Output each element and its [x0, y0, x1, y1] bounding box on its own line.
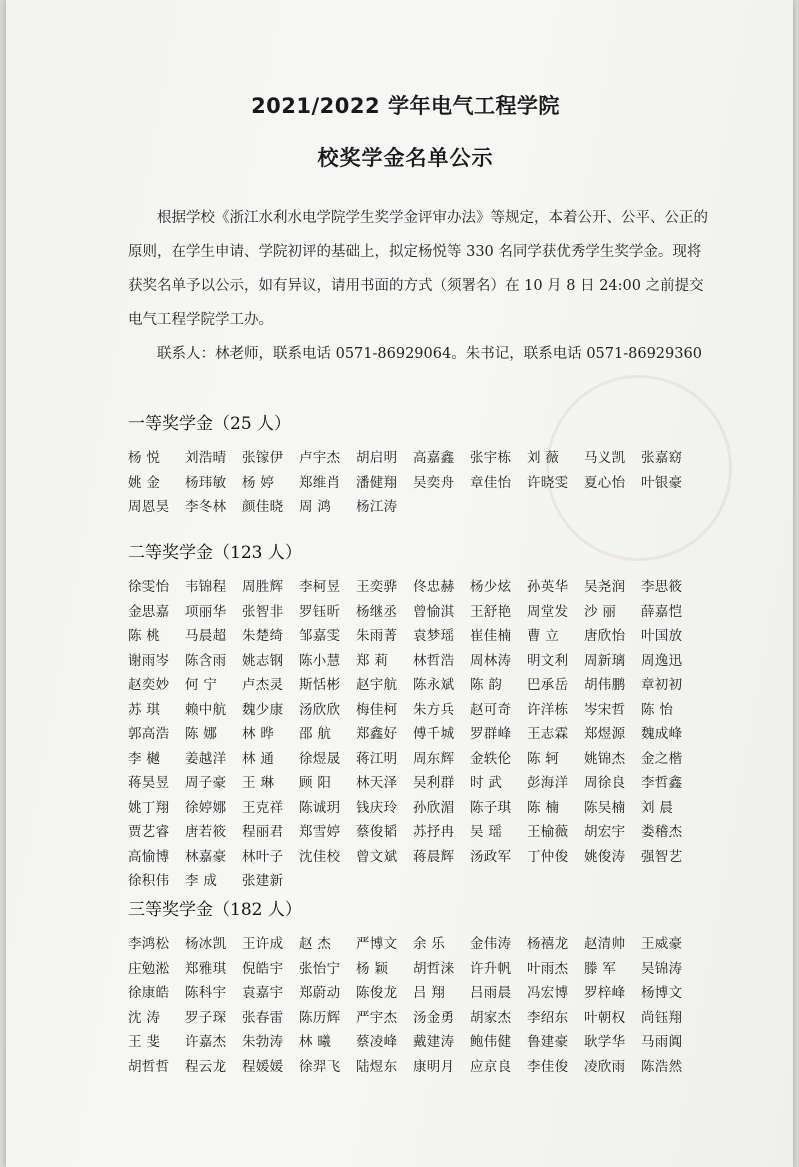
name-row [128, 1006, 728, 1031]
name-row [128, 771, 728, 796]
student-name: 明文利 [527, 652, 569, 669]
student-name: 陈诚玥 [299, 799, 341, 816]
student-name: 马义凯 [584, 450, 626, 466]
student-name: 王许成 [242, 936, 284, 952]
student-name: 庄勉淞 [128, 960, 170, 977]
student-name: 徐康皓 [128, 985, 170, 1001]
student-name: 刘 晨 [641, 799, 674, 816]
student-name: 姚志钢 [242, 652, 284, 669]
student-name: 胡伟鹏 [584, 677, 626, 693]
section-title: 二等奖学金（123 人） [128, 543, 302, 563]
student-name: 陆煜东 [356, 1058, 398, 1075]
student-name: 汤金勇 [413, 1009, 455, 1026]
student-name: 王榆薇 [527, 824, 569, 840]
student-name: 林哲浩 [413, 652, 455, 669]
student-name: 赖中航 [185, 701, 227, 718]
student-name: 郑 莉 [356, 652, 389, 669]
student-name: 蒋昊昱 [128, 775, 170, 791]
name-row [128, 673, 728, 698]
student-name: 林 晔 [242, 726, 275, 742]
student-name: 卢杰灵 [242, 677, 284, 693]
name-row [128, 471, 728, 496]
student-name: 张怡宁 [299, 960, 341, 977]
student-name: 张建新 [242, 873, 284, 889]
student-name: 唐若筱 [185, 824, 227, 840]
student-name: 林 通 [242, 750, 275, 767]
student-name: 倪皓宇 [242, 960, 284, 977]
student-name: 周胜辉 [242, 579, 284, 595]
student-name: 徐积伟 [128, 873, 170, 889]
student-name: 王舒艳 [470, 603, 512, 620]
student-name: 李柯昱 [299, 579, 341, 595]
student-name: 姚丁翔 [128, 799, 170, 816]
student-name: 姚 金 [128, 474, 161, 491]
name-row [128, 820, 728, 845]
student-name: 曾文斌 [356, 848, 398, 865]
student-name: 王 斐 [128, 1034, 161, 1050]
student-name: 叶银豪 [641, 474, 683, 491]
student-name: 胡启明 [356, 450, 398, 466]
student-name: 滕 军 [584, 960, 617, 977]
student-name: 王克祥 [242, 799, 284, 816]
student-name: 刘 薇 [527, 450, 560, 466]
student-name: 陈 怡 [641, 701, 674, 718]
student-name: 韦锦程 [185, 579, 227, 595]
student-name: 强智艺 [641, 848, 683, 865]
name-list [128, 446, 728, 520]
name-row [128, 957, 728, 982]
student-name: 徐婷娜 [185, 799, 227, 816]
student-name: 陈 楠 [527, 799, 560, 816]
student-name: 李绍东 [527, 1009, 569, 1026]
student-name: 许洋栋 [527, 701, 569, 718]
student-name: 杨禧龙 [527, 936, 569, 952]
student-name: 赵 杰 [299, 936, 332, 952]
student-name: 崔佳楠 [470, 628, 512, 644]
document-title [6, 90, 799, 172]
student-name: 刘浩晴 [185, 450, 227, 466]
student-name: 郑煜源 [584, 726, 626, 742]
student-name: 周徐良 [584, 775, 626, 791]
name-row [128, 796, 728, 821]
student-name: 曾愉淇 [413, 603, 455, 620]
student-name: 时 武 [470, 775, 503, 791]
student-name: 吴锦涛 [641, 960, 683, 977]
student-name: 蔡凌峰 [356, 1034, 398, 1050]
student-name: 高愉博 [128, 848, 170, 865]
name-row [128, 698, 728, 723]
student-name: 林叶子 [242, 848, 284, 865]
student-name: 吴奕舟 [413, 474, 455, 491]
student-name: 罗梓峰 [584, 985, 626, 1001]
student-name: 夏心怡 [584, 474, 626, 491]
student-name: 朱楚绮 [242, 628, 284, 644]
student-name: 郑维肖 [299, 474, 341, 491]
student-name: 潘健翔 [356, 474, 398, 491]
student-name: 项丽华 [185, 603, 227, 620]
title-line-1: 2021/2022 学年电气工程学院 [251, 94, 560, 118]
name-row [128, 600, 728, 625]
student-name: 金伟涛 [470, 936, 512, 952]
student-name: 程丽君 [242, 824, 284, 840]
student-name: 周东辉 [413, 750, 455, 767]
student-name: 陈 韵 [470, 677, 503, 693]
section-title: 三等奖学金（182 人） [128, 900, 302, 920]
student-name: 陈 轲 [527, 750, 560, 767]
student-name: 周林涛 [470, 652, 512, 669]
student-name: 钱庆玲 [356, 799, 398, 816]
student-name: 杨少炫 [470, 579, 512, 595]
third-prize-section [128, 896, 728, 1079]
student-name: 朱勃涛 [242, 1034, 284, 1050]
student-name: 冯宏博 [527, 985, 569, 1001]
student-name: 尚钰翔 [641, 1009, 683, 1026]
student-name: 程媛媛 [242, 1058, 284, 1075]
student-name: 李 成 [185, 873, 218, 889]
student-name: 张镓伊 [242, 450, 284, 466]
name-row [128, 747, 728, 772]
student-name: 陈吴楠 [584, 799, 626, 816]
student-name: 林天泽 [356, 775, 398, 791]
student-name: 孙欣湄 [413, 799, 455, 816]
student-name: 邵 航 [299, 726, 332, 742]
student-name: 杨江涛 [356, 499, 398, 515]
name-row [128, 1030, 728, 1055]
name-row [128, 575, 728, 600]
student-name: 汤欣欣 [299, 701, 341, 718]
student-name: 顾 阳 [299, 775, 332, 791]
student-name: 娄稽杰 [641, 824, 683, 840]
student-name: 谢雨岑 [128, 652, 170, 669]
student-name: 岑宋哲 [584, 701, 626, 718]
student-name: 张智非 [242, 603, 284, 620]
student-name: 蒋晨辉 [413, 848, 455, 865]
student-name: 张春雷 [242, 1009, 284, 1026]
student-name: 陈小慧 [299, 652, 341, 669]
student-name: 周逸迅 [641, 652, 683, 669]
student-name: 吕雨晨 [470, 985, 512, 1001]
student-name: 王威豪 [641, 936, 683, 952]
student-name: 杨冰凯 [185, 936, 227, 952]
student-name: 魏成峰 [641, 726, 683, 742]
student-name: 斯恬彬 [299, 677, 341, 693]
student-name: 李佳俊 [527, 1058, 569, 1075]
student-name: 李鸿松 [128, 936, 170, 952]
student-name: 傅千城 [413, 726, 455, 742]
student-name: 胡家杰 [470, 1009, 512, 1026]
student-name: 陈 娜 [185, 726, 218, 742]
student-name: 姚俊涛 [584, 848, 626, 865]
student-name: 严宇杰 [356, 1009, 398, 1026]
student-name: 叶雨杰 [527, 960, 569, 977]
student-name: 郭高浩 [128, 726, 170, 742]
student-name: 李哲鑫 [641, 775, 683, 791]
student-name: 颜佳晓 [242, 499, 284, 515]
student-name: 蒋江明 [356, 750, 398, 767]
student-name: 曹 立 [527, 628, 560, 644]
name-row [128, 722, 728, 747]
student-name: 蔡俊韬 [356, 824, 398, 840]
student-name: 金思嘉 [128, 603, 170, 620]
student-name: 袁梦瑶 [413, 628, 455, 644]
name-list [128, 575, 728, 894]
student-name: 魏少康 [242, 701, 284, 718]
student-name: 郑蔚动 [299, 985, 341, 1001]
name-row [128, 845, 728, 870]
student-name: 罗子琛 [185, 1009, 227, 1026]
student-name: 汤政军 [470, 848, 512, 865]
student-name: 吴利群 [413, 775, 455, 791]
student-name: 姜越洋 [185, 750, 227, 767]
student-name: 卢宇杰 [299, 450, 341, 466]
student-name: 叶国放 [641, 628, 683, 644]
first-prize-section [128, 410, 728, 520]
student-name: 林嘉豪 [185, 848, 227, 865]
student-name: 徐煜晟 [299, 750, 341, 767]
student-name: 李冬林 [185, 499, 227, 515]
student-name: 郑鑫好 [356, 726, 398, 742]
student-name: 章佳怡 [470, 474, 512, 491]
student-name: 陈历辉 [299, 1009, 341, 1026]
student-name: 周堂发 [527, 603, 569, 620]
name-row [128, 869, 728, 894]
name-row [128, 981, 728, 1006]
student-name: 赵宇航 [356, 677, 398, 693]
student-name: 胡哲哲 [128, 1058, 170, 1075]
student-name: 赵清帅 [584, 936, 626, 952]
name-row [128, 495, 728, 520]
student-name: 贾艺睿 [128, 824, 170, 840]
name-list [128, 932, 728, 1079]
notice-paragraph: 根据学校《浙江水利水电学院学生奖学金评审办法》等规定，本着公开、公平、公正的原则，在学生申请、学院初评的基础上，拟定杨悦等 330 名同学获优秀学生奖学金。现将获奖名单予以公示，如有异议，请用书面的方式（须署名）在 10 月 8 日 24:00 之前提交电气工程学院学工办。 [128, 210, 708, 328]
student-name: 杨博文 [641, 985, 683, 1001]
student-name: 罗群峰 [470, 726, 512, 742]
section-title: 一等奖学金（25 人） [128, 414, 292, 434]
student-name: 朱雨菁 [356, 628, 398, 644]
student-name: 陈子琪 [470, 799, 512, 816]
student-name: 杨 颖 [356, 960, 389, 977]
student-name: 丁仲俊 [527, 848, 569, 865]
name-row [128, 446, 728, 471]
student-name: 余 乐 [413, 936, 446, 952]
student-name: 苏抒冉 [413, 824, 455, 840]
student-name: 徐雯怡 [128, 579, 170, 595]
student-name: 沈佳校 [299, 848, 341, 865]
student-name: 袁嘉宇 [242, 985, 284, 1001]
title-line-2: 校奖学金名单公示 [317, 146, 494, 170]
student-name: 胡宏宇 [584, 824, 626, 840]
student-name: 杨玮敏 [185, 474, 227, 491]
student-name: 金之楷 [641, 750, 683, 767]
student-name: 林 曦 [299, 1034, 332, 1050]
student-name: 吴 瑶 [470, 824, 503, 840]
student-name: 陈俊龙 [356, 985, 398, 1001]
student-name: 鲍伟健 [470, 1034, 512, 1050]
student-name: 许升帆 [470, 960, 512, 977]
student-name: 赵可奇 [470, 701, 512, 718]
student-name: 巴承岳 [527, 677, 569, 693]
student-name: 吴尧润 [584, 579, 626, 595]
student-name: 沈 涛 [128, 1009, 161, 1026]
student-name: 叶朝权 [584, 1009, 626, 1026]
student-name: 彭海洋 [527, 775, 569, 791]
student-name: 周恩昊 [128, 499, 170, 515]
student-name: 邹嘉雯 [299, 628, 341, 644]
student-name: 严博文 [356, 936, 398, 952]
student-name: 张宇栋 [470, 450, 512, 466]
second-prize-section [128, 539, 728, 894]
student-name: 佟忠赫 [413, 579, 455, 595]
student-name: 陈永斌 [413, 677, 455, 693]
student-name: 杨 悦 [128, 450, 161, 466]
student-name: 周新璃 [584, 652, 626, 669]
student-name: 唐欣怡 [584, 628, 626, 644]
student-name: 许晓雯 [527, 474, 569, 491]
student-name: 周子豪 [185, 775, 227, 791]
student-name: 应京良 [470, 1058, 512, 1075]
student-name: 戴建涛 [413, 1034, 455, 1050]
student-name: 康明月 [413, 1058, 455, 1075]
student-name: 杨 婷 [242, 474, 275, 491]
student-name: 鲁建豪 [527, 1034, 569, 1050]
student-name: 杨继丞 [356, 603, 398, 620]
name-row [128, 649, 728, 674]
document-page [6, 0, 793, 1167]
student-name: 李 樾 [128, 750, 161, 767]
student-name: 赵奕妙 [128, 677, 170, 693]
student-name: 许嘉杰 [185, 1034, 227, 1050]
name-row [128, 624, 728, 649]
student-name: 孙英华 [527, 579, 569, 595]
student-name: 金轶伦 [470, 750, 512, 767]
student-name: 苏 琪 [128, 701, 161, 718]
student-name: 高嘉鑫 [413, 450, 455, 466]
contact-paragraph: 联系人：林老师，联系电话 0571-86929064。朱书记，联系电话 0571-86929360 [157, 346, 702, 362]
student-name: 梅佳柯 [356, 701, 398, 718]
student-name: 姚锦杰 [584, 750, 626, 767]
name-row [128, 1055, 728, 1080]
student-name: 陈含雨 [185, 652, 227, 669]
student-name: 郑雪婷 [299, 824, 341, 840]
student-name: 陈 桃 [128, 628, 161, 644]
student-name: 罗钰昕 [299, 603, 341, 620]
student-name: 马晨超 [185, 628, 227, 644]
student-name: 马雨阗 [641, 1034, 683, 1050]
student-name: 王奕骅 [356, 579, 398, 595]
student-name: 沙 丽 [584, 603, 617, 620]
student-name: 王志霖 [527, 726, 569, 742]
student-name: 周 鸿 [299, 499, 332, 515]
student-name: 章初初 [641, 677, 683, 693]
student-name: 何 宁 [185, 677, 218, 693]
student-name: 吕 翔 [413, 985, 446, 1001]
student-name: 薛嘉恺 [641, 603, 683, 620]
name-row [128, 932, 728, 957]
student-name: 朱方兵 [413, 701, 455, 718]
student-name: 胡哲涞 [413, 960, 455, 977]
student-name: 陈科宇 [185, 985, 227, 1001]
student-name: 程云龙 [185, 1058, 227, 1075]
student-name: 徐羿飞 [299, 1058, 341, 1075]
student-name: 王 琳 [242, 775, 275, 791]
student-name: 李思筱 [641, 579, 683, 595]
student-name: 凌欣雨 [584, 1058, 626, 1075]
student-name: 郑雅琪 [185, 960, 227, 977]
student-name: 耿学华 [584, 1034, 626, 1050]
student-name: 陈浩然 [641, 1058, 683, 1075]
student-name: 张嘉窈 [641, 450, 683, 466]
